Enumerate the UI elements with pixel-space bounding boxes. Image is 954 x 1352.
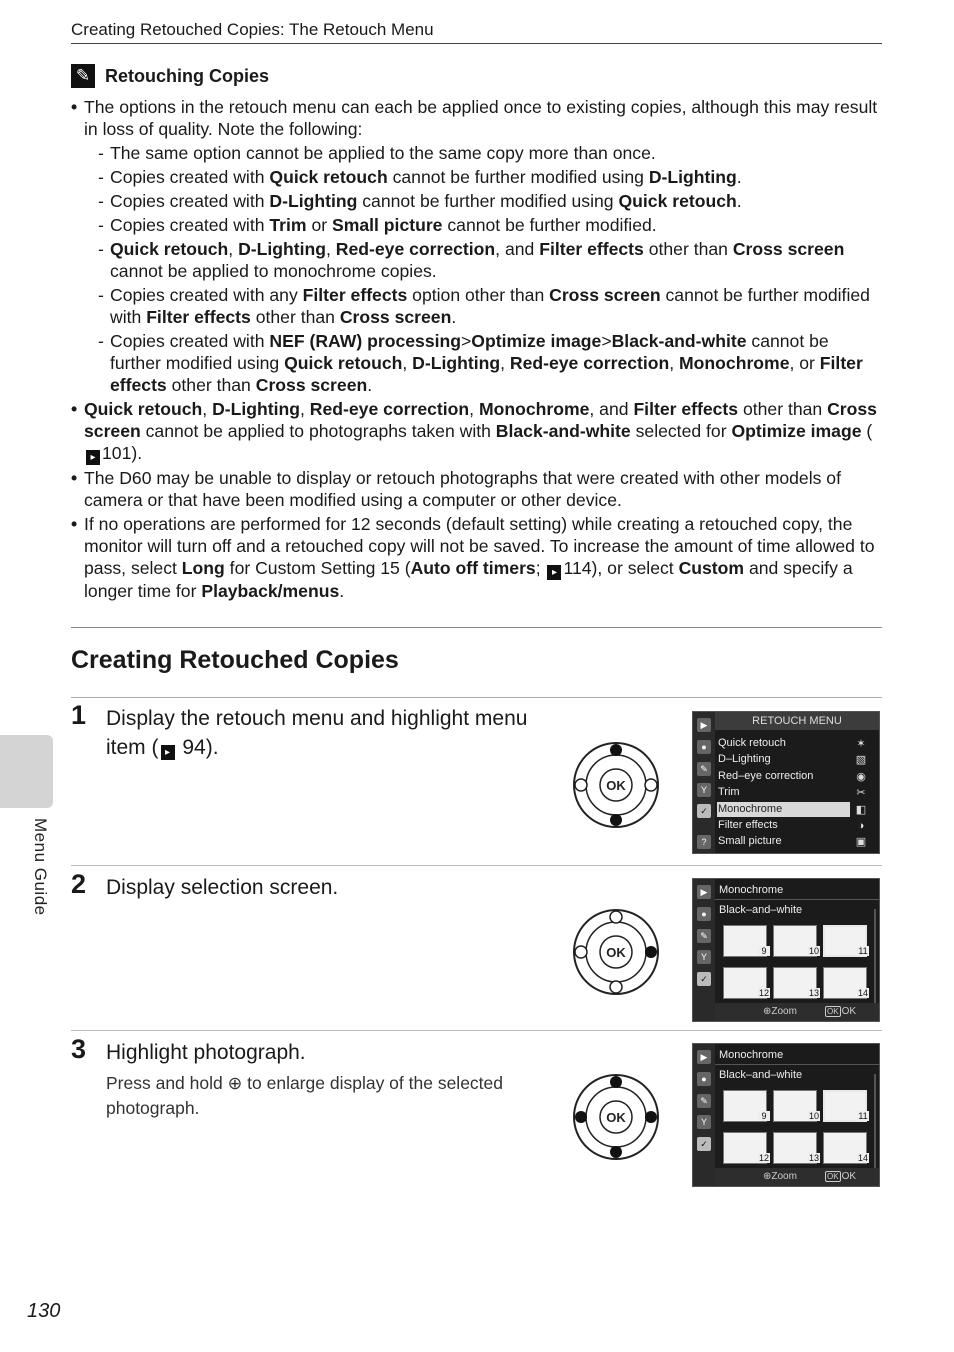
thumb-number: 11 bbox=[858, 1111, 868, 1121]
selection-screen bbox=[692, 878, 880, 1022]
title-rule bbox=[715, 1064, 879, 1065]
filter-effects-icon: ◑ bbox=[857, 820, 865, 832]
setup-icon: Y bbox=[697, 783, 711, 797]
pencil-icon: ✎ bbox=[71, 64, 95, 88]
side-tab-label: Menu Guide bbox=[31, 818, 50, 916]
screen-footer bbox=[715, 1003, 879, 1021]
step-text: Display selection screen. bbox=[106, 876, 339, 899]
menu-item-trim[interactable]: Trim bbox=[718, 786, 740, 798]
menu-item-monochrome[interactable]: Monochrome bbox=[717, 802, 850, 817]
zoom-icon: ⊕ bbox=[763, 1006, 772, 1017]
small-picture-icon: ▣ bbox=[855, 836, 867, 848]
custom-setting-icon: ✎ bbox=[697, 1094, 711, 1108]
thumb-number: 14 bbox=[857, 1153, 868, 1163]
retouch-icon: ✓ bbox=[697, 804, 711, 818]
thumb-number: 9 bbox=[758, 1111, 770, 1121]
page-number: 130 bbox=[27, 1300, 61, 1322]
retouch-icon: ✓ bbox=[697, 1137, 711, 1151]
zoom-icon: ⊕ bbox=[763, 1171, 772, 1182]
section-title: Creating Retouched Copies bbox=[71, 646, 399, 674]
page-ref[interactable]: 94 bbox=[182, 736, 206, 759]
step-divider bbox=[71, 865, 882, 866]
thumb-number: 11 bbox=[858, 946, 868, 956]
red-eye-icon: ◉ bbox=[856, 771, 866, 783]
playback-icon: ▶ bbox=[697, 718, 711, 732]
menu-item-quick-retouch[interactable]: Quick retouch bbox=[718, 737, 786, 749]
ok-button-icon: OK bbox=[827, 1007, 839, 1016]
note-dash-5: - Quick retouch, D-Lighting, Red-eye correction, and Filter effects other than Cross screen cannot be applied to monochrome copies. bbox=[84, 238, 883, 282]
note-bullet-4: • If no operations are performed for 12 seconds (default setting) while creating a retouched copy, the monitor will turn off and a retouched copy will not be saved. To increase the amount of time allowed to pass, select Long for Custom Setting 15 (Auto off timers; ▸ 114), or select Custom and specify a longer time for Playback/menus. bbox=[71, 513, 883, 602]
note-dash-4: - Copies created with Trim or Small picture cannot be further modified. bbox=[84, 214, 883, 236]
multi-selector-dial bbox=[572, 1073, 660, 1161]
note-heading bbox=[71, 64, 269, 88]
page-ref[interactable]: 101 bbox=[102, 443, 132, 463]
note-dash-7: - Copies created with NEF (RAW) processing>Optimize image>Black-and-white cannot be further modified using Quick retouch, D-Lighting, Red-eye correction, Monochrome, or Filter effects other than Cross screen. bbox=[84, 330, 883, 396]
help-icon: ? bbox=[697, 835, 711, 849]
title-rule bbox=[715, 899, 879, 900]
menu-sidebar bbox=[693, 1044, 715, 1186]
step-text: Highlight photograph. bbox=[106, 1041, 306, 1064]
screen-title: Monochrome bbox=[719, 884, 784, 896]
note-dash-2: - Copies created with Quick retouch cannot be further modified using D-Lighting. bbox=[84, 166, 883, 188]
section-rule bbox=[71, 627, 882, 628]
note-dash-6: - Copies created with any Filter effects option other than Cross screen cannot be further modified with Filter effects other than Cross screen. bbox=[84, 284, 883, 328]
step-divider bbox=[71, 1030, 882, 1031]
screen-title: Monochrome bbox=[719, 1049, 784, 1061]
page-ref-icon: ▸ bbox=[547, 565, 561, 580]
thumb-number: 12 bbox=[758, 988, 769, 998]
setup-icon: Y bbox=[697, 1115, 711, 1129]
note-bullet-1: • The options in the retouch menu can each be applied once to existing copies, although this may result in loss of quality. Note the following: - The same option cannot be applied to the same copy more than once. - Copies created with Quick retouch cannot be further modified using D-Lighting. - Copies created with D-Lighting cannot be further modified using Quick retouch. - Copies created with Trim or Small picture cannot be further modified. - Quick retouch, D-Lighting, Red-eye correction, and Filter effects other than Cross screen cannot be applied to monochrome copies. - Copies created with any Filter effects option other than Cross screen cannot be further modified with Filter effects other than Cross screen. - Copies created with NEF (RAW) processing>Optimize image>Black-and-white cannot be further modified using Quick retouch, D-Lighting, Red-eye correction, Monochrome, or Filter effects other than Cross screen. bbox=[71, 96, 883, 396]
header-rule bbox=[71, 43, 882, 44]
retouch-menu-screen bbox=[692, 711, 880, 854]
screen-subtitle: Black–and–white bbox=[719, 904, 803, 916]
setup-icon: Y bbox=[697, 950, 711, 964]
step-number: 2 bbox=[71, 869, 87, 899]
shooting-icon: ● bbox=[697, 1072, 711, 1086]
note-title: Retouching Copies bbox=[105, 65, 270, 86]
shooting-icon: ● bbox=[697, 740, 711, 754]
thumb-number: 14 bbox=[857, 988, 868, 998]
d-lighting-icon: ▧ bbox=[855, 754, 867, 766]
menu-sidebar bbox=[693, 712, 715, 853]
step-text: Display the retouch menu and highlight menu item ( ▸ 94). bbox=[106, 707, 528, 759]
thumb-number: 10 bbox=[808, 946, 819, 956]
screen-footer bbox=[715, 1168, 879, 1186]
thumb-number: 13 bbox=[808, 988, 819, 998]
page-ref[interactable]: 114 bbox=[563, 558, 592, 578]
ok-hint: OK OK bbox=[827, 1171, 857, 1182]
monochrome-icon: ◧ bbox=[855, 804, 867, 816]
ok-button-icon: OK bbox=[827, 1172, 839, 1181]
ok-label: OK bbox=[606, 1110, 626, 1125]
screen-title: RETOUCH MENU bbox=[715, 712, 879, 730]
step-number: 3 bbox=[71, 1034, 87, 1064]
ok-label: OK bbox=[606, 945, 626, 960]
menu-item-d-lighting[interactable]: D–Lighting bbox=[718, 753, 771, 765]
multi-selector-dial bbox=[572, 741, 660, 829]
scrollbar[interactable] bbox=[874, 909, 876, 1009]
playback-icon: ▶ bbox=[697, 1050, 711, 1064]
retouch-icon: ✓ bbox=[697, 972, 711, 986]
page-ref-icon: ▸ bbox=[86, 450, 100, 465]
screen-subtitle: Black–and–white bbox=[719, 1069, 803, 1081]
step-number: 1 bbox=[71, 700, 87, 730]
menu-item-small-picture[interactable]: Small picture bbox=[718, 835, 782, 847]
custom-setting-icon: ✎ bbox=[697, 929, 711, 943]
scrollbar[interactable] bbox=[874, 1074, 876, 1174]
note-dash-3: - Copies created with D-Lighting cannot be further modified using Quick retouch. bbox=[84, 190, 883, 212]
shooting-icon: ● bbox=[697, 907, 711, 921]
note-dash-1: - The same option cannot be applied to the same copy more than once. bbox=[84, 142, 883, 164]
note-body bbox=[71, 96, 883, 604]
thumb-number: 13 bbox=[808, 1153, 819, 1163]
menu-sidebar bbox=[693, 879, 715, 1021]
section-rule-lower bbox=[71, 697, 882, 698]
thumb-number: 10 bbox=[808, 1111, 819, 1121]
note-bullet-3: • The D60 may be unable to display or retouch photographs that were created with other models of camera or that have been modified using a computer or other device. bbox=[71, 467, 883, 511]
menu-item-filter-effects[interactable]: Filter effects bbox=[718, 819, 778, 831]
thumb-number: 9 bbox=[758, 946, 770, 956]
page-ref-icon: ▸ bbox=[161, 745, 175, 760]
multi-selector-dial bbox=[572, 908, 660, 996]
zoom-hint: ⊕Zoom bbox=[763, 1171, 797, 1182]
running-header: Creating Retouched Copies: The Retouch Menu bbox=[71, 20, 434, 39]
selection-screen bbox=[692, 1043, 880, 1187]
step-subtext: Press and hold ⊕ to enlarge display of the selected photograph. bbox=[106, 1073, 504, 1118]
quick-retouch-icon: ✶ bbox=[856, 738, 866, 750]
custom-setting-icon: ✎ bbox=[697, 762, 711, 776]
note-bullet-2: • Quick retouch, D-Lighting, Red-eye correction, Monochrome, and Filter effects other than Cross screen cannot be applied to photographs taken with Black-and-white selected for Optimize image (▸ 101). bbox=[71, 398, 883, 465]
side-tab bbox=[0, 735, 53, 808]
zoom-in-icon: ⊕ bbox=[227, 1073, 243, 1093]
playback-icon: ▶ bbox=[697, 885, 711, 899]
menu-item-red-eye[interactable]: Red–eye correction bbox=[718, 770, 814, 782]
ok-hint: OK OK bbox=[827, 1006, 857, 1017]
zoom-hint: ⊕Zoom bbox=[763, 1006, 797, 1017]
trim-icon: ✂ bbox=[856, 787, 866, 799]
thumb-number: 12 bbox=[758, 1153, 769, 1163]
ok-label: OK bbox=[606, 778, 626, 793]
